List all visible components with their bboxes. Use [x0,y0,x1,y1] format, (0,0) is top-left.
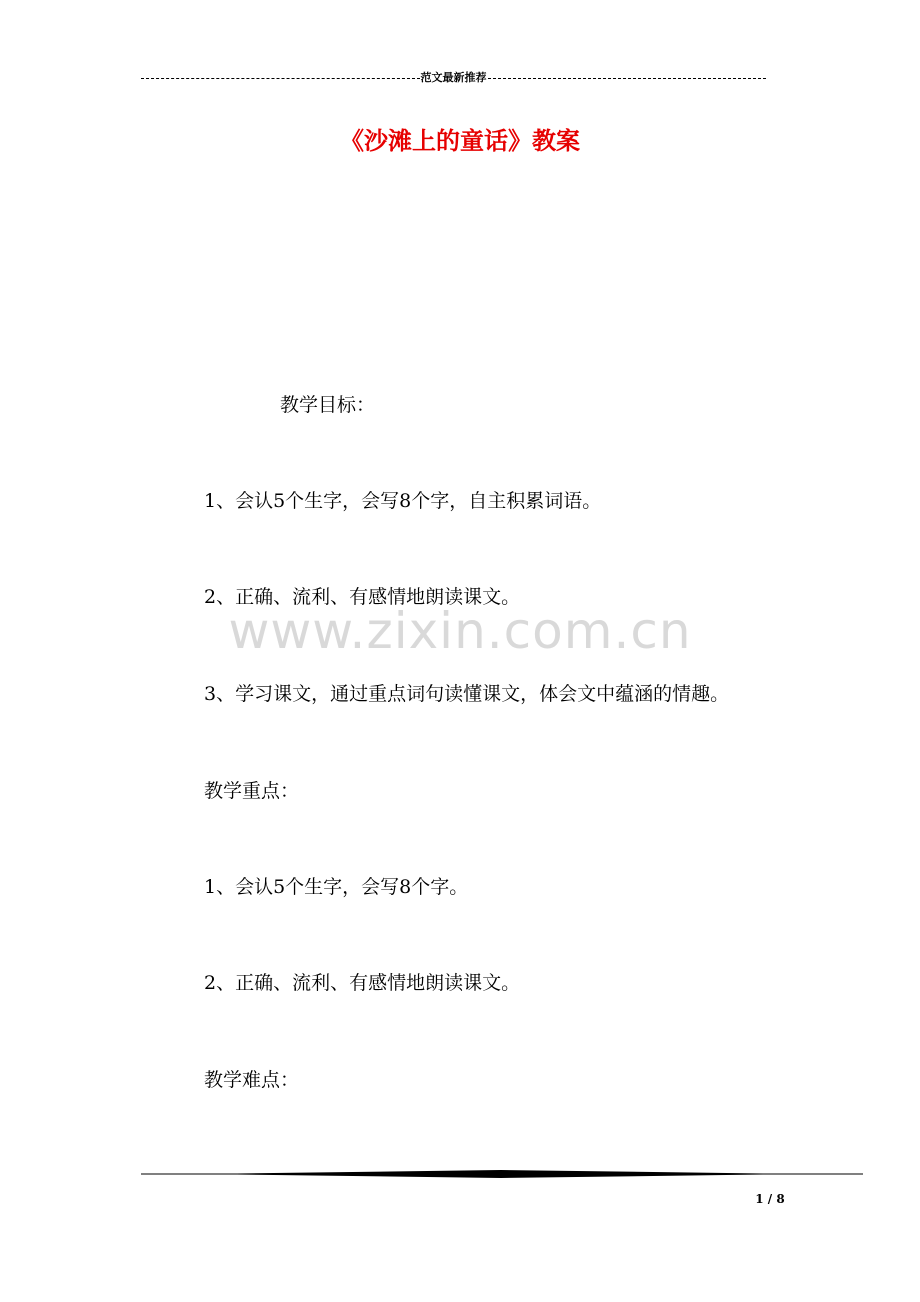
page-header [141,68,766,86]
section-heading-difficulties: 教学难点： [204,1069,300,1091]
paragraph-objective-1: 1、会认5个生字，会写8个字，自主积累词语。 [204,490,602,512]
paragraph-key-point-2: 2、正确、流利、有感情地朗读课文。 [204,972,521,994]
paragraph-key-point-1: 1、会认5个生字，会写8个字。 [204,876,469,898]
watermark: www.zixin.com.cn [228,602,692,660]
document-title: 《沙滩上的童话》教案 [340,127,580,155]
header-label: 范文最新推荐 [420,71,487,84]
paragraph-objective-2: 2、正确、流利、有感情地朗读课文。 [204,586,521,608]
page-number: 1 / 8 [755,1192,785,1206]
footer-rule [141,1167,863,1181]
header-dashes-left [141,78,420,79]
section-heading-objectives: 教学目标： [280,394,376,416]
header-dashes-right [488,78,767,79]
paragraph-objective-3: 3、学习课文，通过重点词句读懂课文，体会文中蕴涵的情趣。 [204,683,730,705]
section-heading-key-points: 教学重点： [204,780,300,802]
